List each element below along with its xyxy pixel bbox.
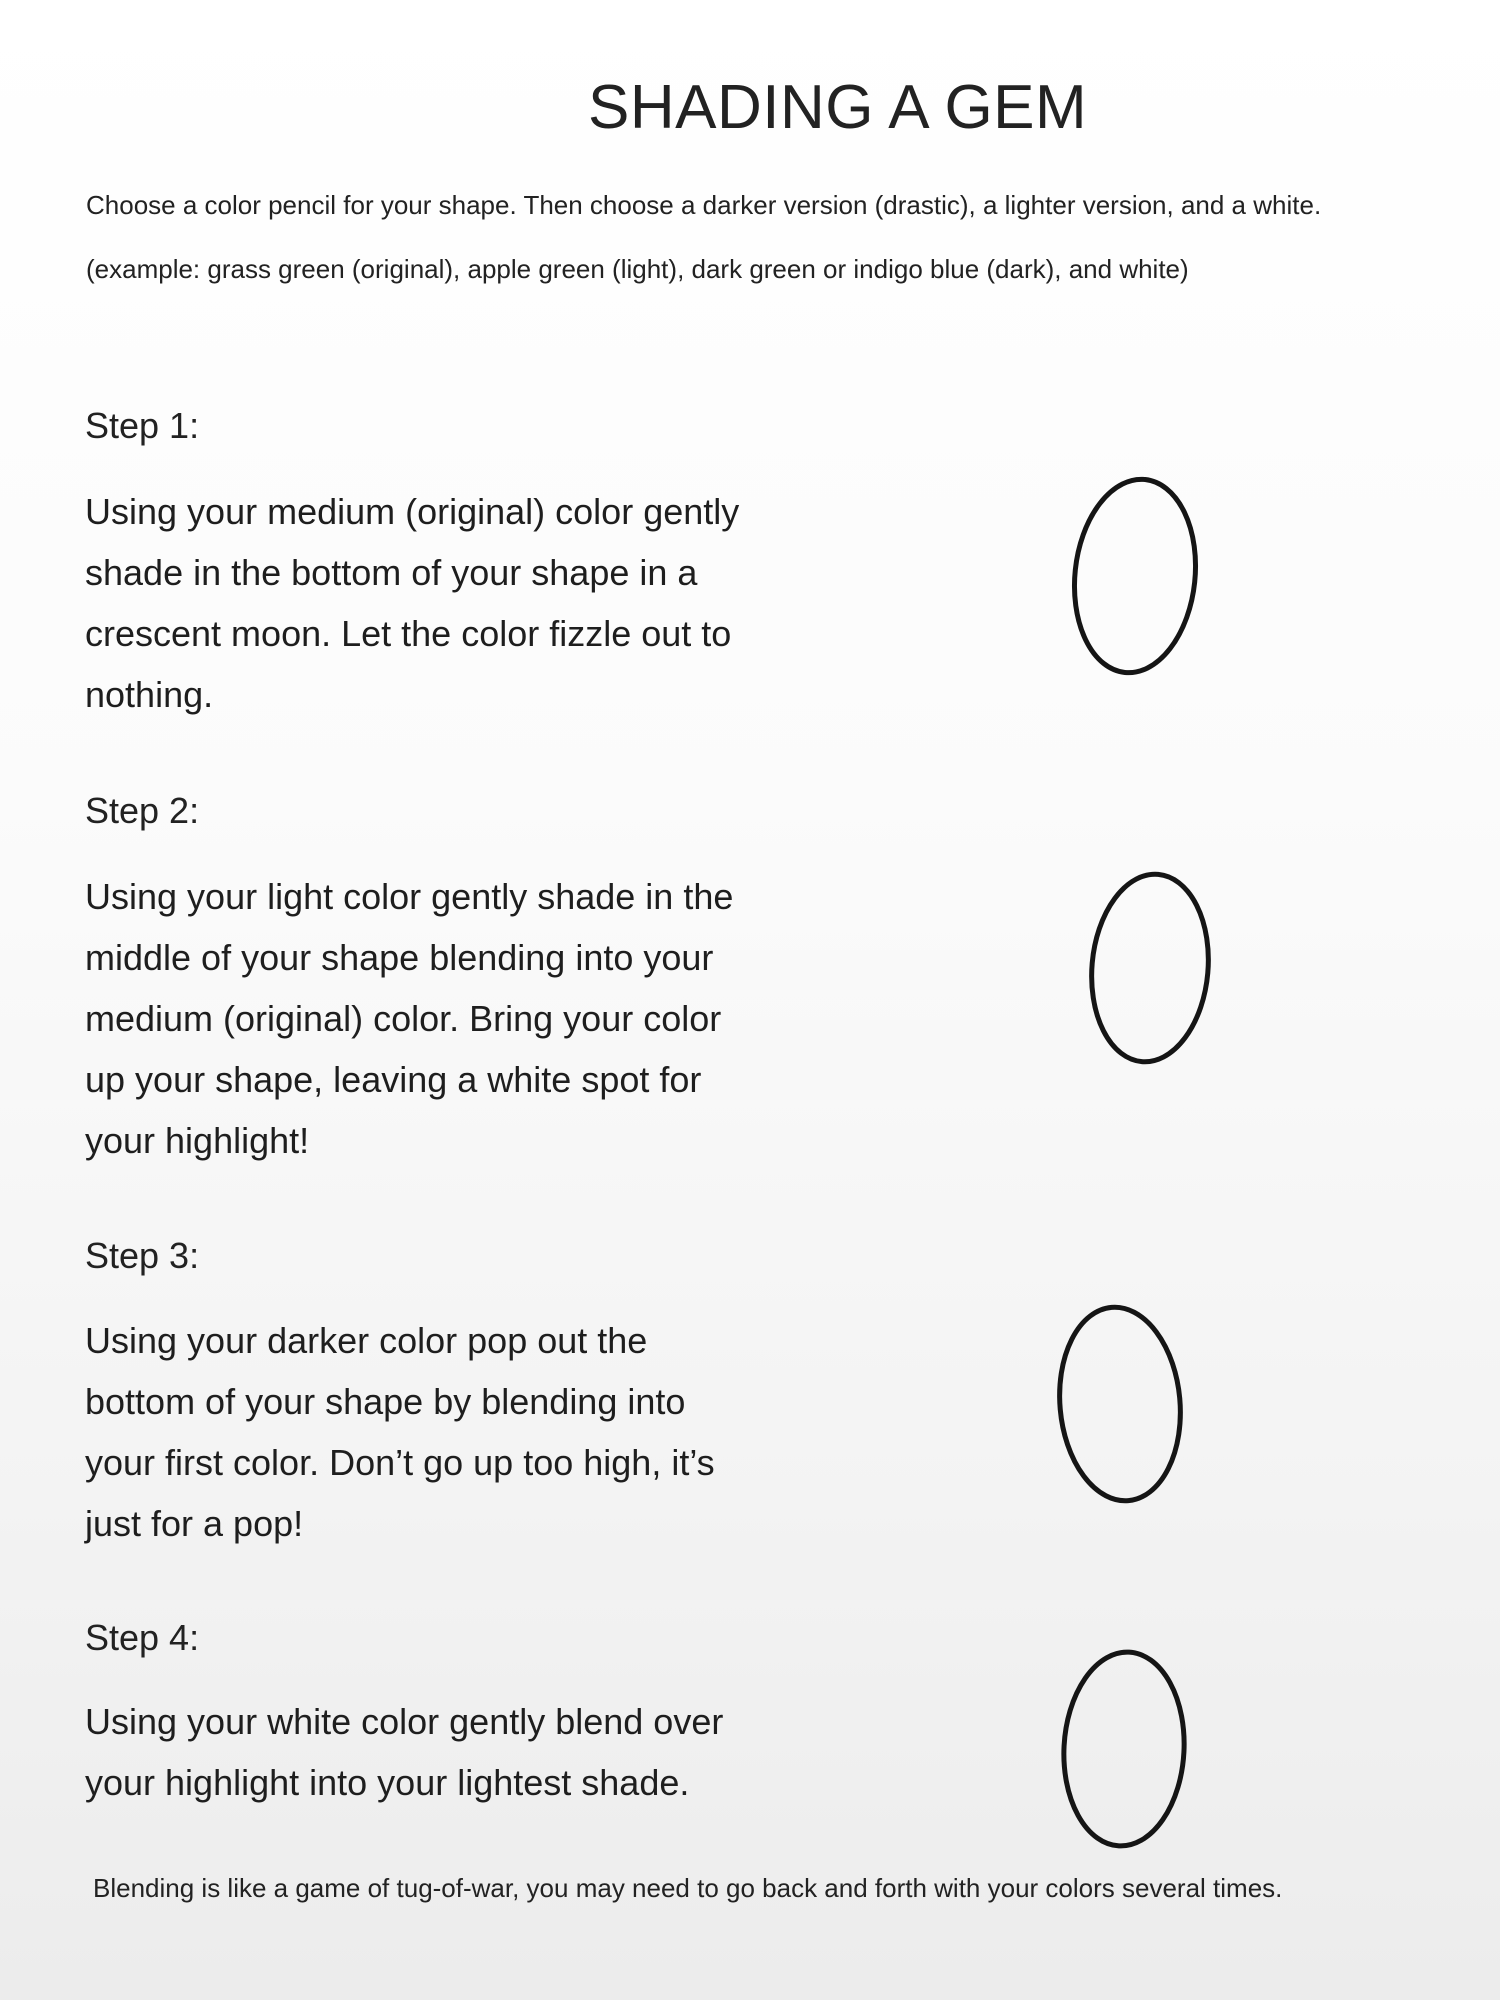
- footer-tip: Blending is like a game of tug-of-war, you may need to go back and forth with your colors several times.: [93, 1873, 1283, 1903]
- step-2-heading: Step 2:: [85, 790, 200, 831]
- step-4-line: your highlight into your lightest shade.: [85, 1762, 690, 1803]
- step-2-line: medium (original) color. Bring your color: [85, 998, 722, 1039]
- gem-outline-step-4: [1052, 1645, 1197, 1855]
- step-1-text: [85, 481, 845, 725]
- step-4-line: Using your white color gently blend over: [85, 1701, 724, 1742]
- step-3-heading: Step 3:: [85, 1235, 200, 1276]
- intro-line: Choose a color pencil for your shape. Then choose a darker version (drastic), a lighter version, and a white.: [86, 190, 1322, 220]
- gem-outline-step-1: [1065, 473, 1205, 683]
- step-3-line: your first color. Don’t go up too high, it’s: [85, 1442, 715, 1483]
- step-1-line: crescent moon. Let the color fizzle out to: [85, 613, 732, 654]
- step-1-line: Using your medium (original) color gently: [85, 491, 740, 532]
- step-1-line: nothing.: [85, 674, 214, 715]
- step-2-line: middle of your shape blending into your: [85, 937, 714, 978]
- intro-example-line: (example: grass green (original), apple green (light), dark green or indigo blue (dark), and white): [86, 254, 1189, 284]
- step-1-line: shade in the bottom of your shape in a: [85, 552, 698, 593]
- step-2-text: [85, 866, 845, 1171]
- step-3-line: Using your darker color pop out the: [85, 1320, 648, 1361]
- step-2-line: your highlight!: [85, 1120, 310, 1161]
- step-2-line: Using your light color gently shade in the: [85, 876, 734, 917]
- page-title: SHADING A GEM: [588, 73, 1088, 142]
- step-3-line: bottom of your shape by blending into: [85, 1381, 686, 1422]
- step-3-text: [85, 1310, 845, 1554]
- step-2-line: up your shape, leaving a white spot for: [85, 1059, 702, 1100]
- step-1-heading: Step 1:: [85, 405, 200, 446]
- gem-outline-step-3: [1048, 1300, 1193, 1510]
- step-4-text: [85, 1691, 845, 1813]
- step-4-heading: Step 4:: [85, 1617, 200, 1658]
- step-3-line: just for a pop!: [85, 1503, 304, 1544]
- gem-outline-step-2: [1080, 866, 1220, 1071]
